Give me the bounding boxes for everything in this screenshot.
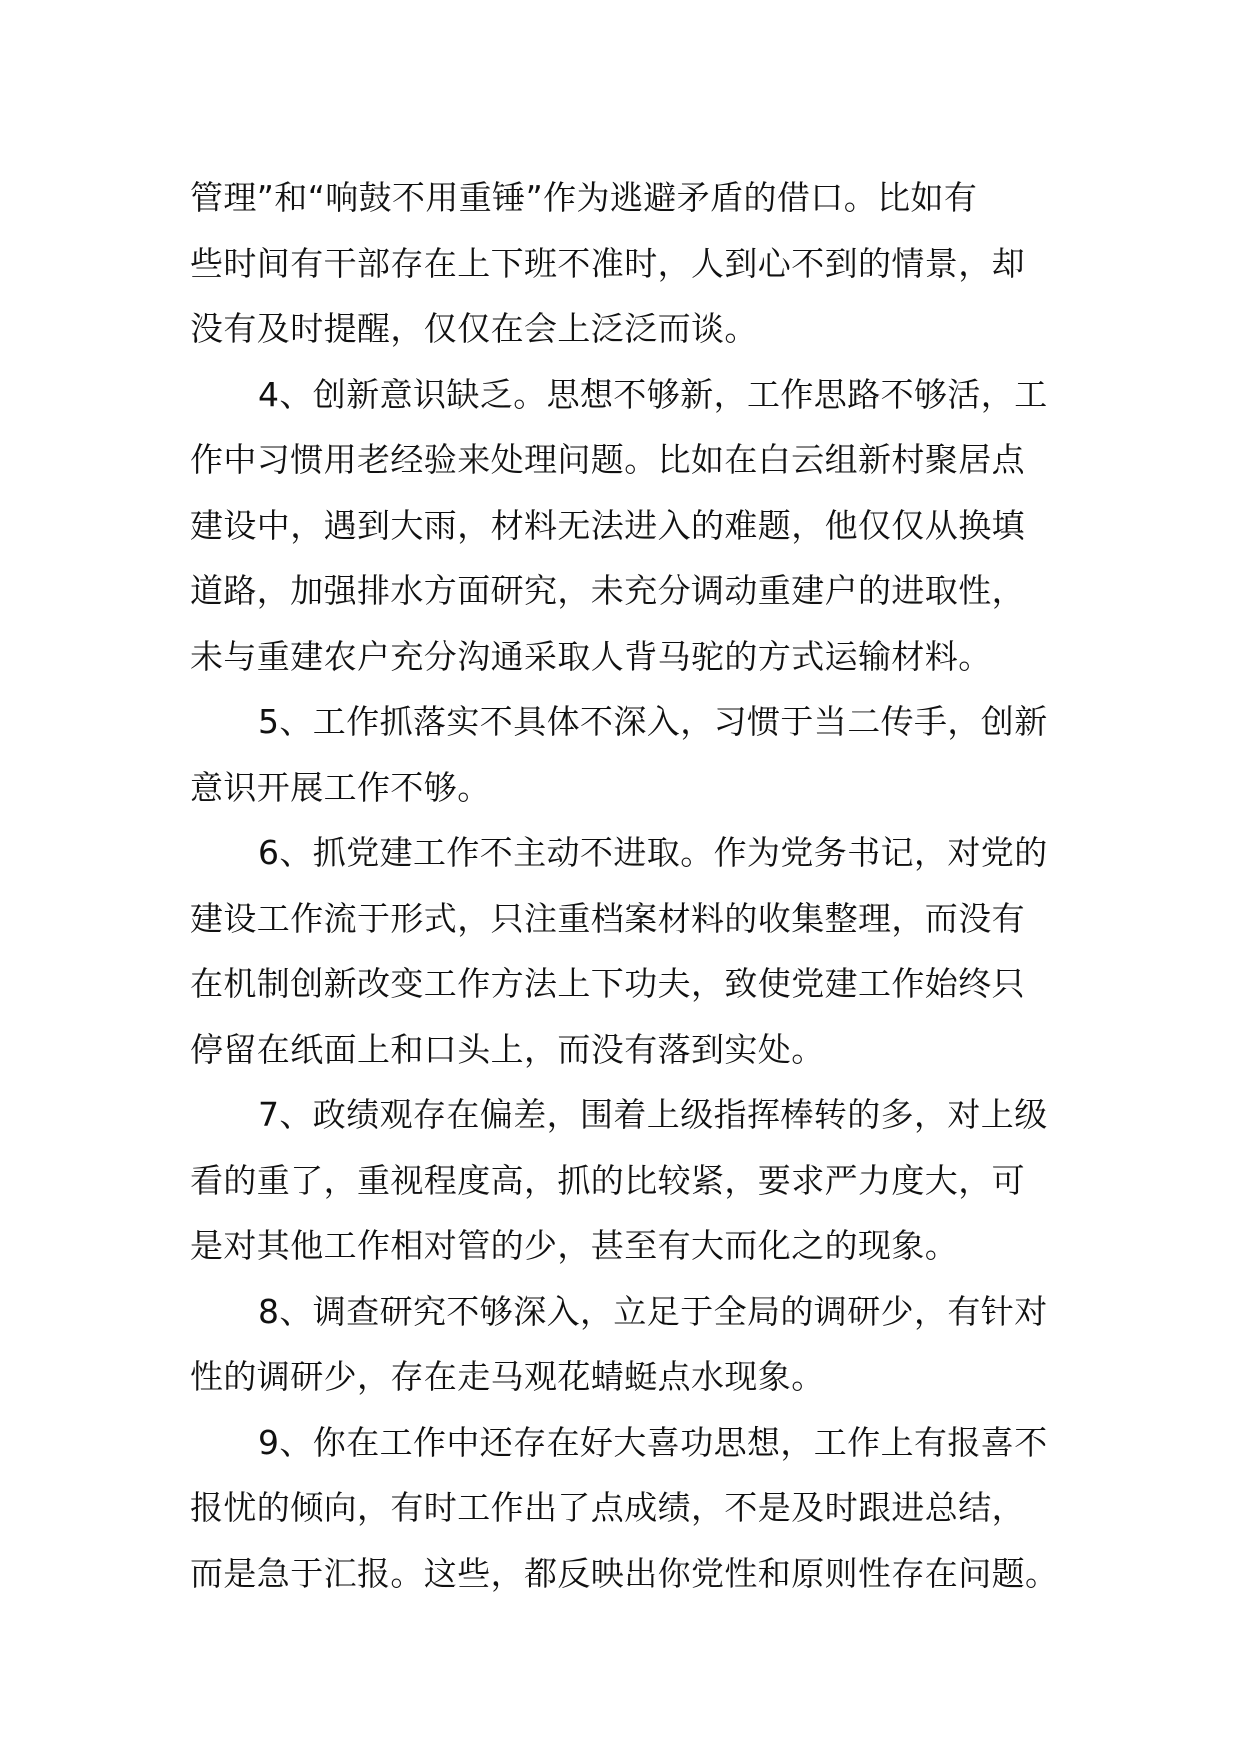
paragraph-line: 些时间有干部存在上下班不准时，人到心不到的情景，却 (190, 243, 1025, 283)
paragraph-line: 是对其他工作相对管的少，甚至有大而化之的现象。 (190, 1226, 959, 1265)
paragraph-item-8 (190, 1279, 1060, 1410)
paragraph-line: 管理”和“响鼓不用重锤”作为逃避矛盾的借口。比如有 (190, 178, 978, 217)
paragraph-line: 8、调查研究不够深入，立足于全局的调研少，有针对 (258, 1291, 1048, 1331)
paragraph-item-4 (190, 362, 1060, 690)
paragraph-line: 4、创新意识缺乏。思想不够新，工作思路不够活，工 (258, 374, 1048, 414)
paragraph-line: 7、政绩观存在偏差，围着上级指挥棒转的多，对上级 (258, 1095, 1048, 1134)
paragraph-line: 报忧的倾向，有时工作出了点成绩，不是及时跟进总结， (190, 1488, 1025, 1527)
document-body (190, 165, 1060, 1606)
paragraph-line: 性的调研少，存在走马观花蜻蜓点水现象。 (190, 1357, 825, 1396)
paragraph-line: 未与重建农户充分沟通采取人背马驼的方式运输材料。 (190, 636, 992, 676)
paragraph-line: 6、抓党建工作不主动不进取。作为党务书记，对党的 (258, 833, 1048, 872)
paragraph-line: 停留在纸面上和口头上，而没有落到实处。 (190, 1029, 825, 1069)
paragraph-line: 道路，加强排水方面研究，未充分调动重建户的进取性， (190, 571, 1025, 610)
paragraph-item-9 (190, 1410, 1060, 1607)
paragraph-line: 而是急于汇报。这些，都反映出你党性和原则性存在问题。 (190, 1553, 1059, 1593)
paragraph-line: 在机制创新改变工作方法上下功夫，致使党建工作始终只 (190, 964, 1025, 1003)
paragraph-line: 建设工作流于形式，只注重档案材料的收集整理，而没有 (190, 898, 1025, 938)
paragraph-item-6 (190, 820, 1060, 1082)
paragraph-item-7 (190, 1082, 1060, 1279)
paragraph-line: 意识开展工作不够。 (190, 767, 491, 807)
paragraph-continued (190, 165, 1060, 362)
paragraph-line: 5、工作抓落实不具体不深入，习惯于当二传手，创新 (258, 702, 1048, 741)
paragraph-line: 作中习惯用老经验来处理问题。比如在白云组新村聚居点 (190, 440, 1025, 479)
paragraph-line: 建设中，遇到大雨，材料无法进入的难题，他仅仅从换填 (190, 505, 1025, 545)
paragraph-line: 看的重了，重视程度高，抓的比较紧，要求严力度大，可 (190, 1160, 1025, 1200)
paragraph-item-5 (190, 689, 1060, 820)
paragraph-line: 没有及时提醒，仅仅在会上泛泛而谈。 (190, 309, 758, 348)
paragraph-line: 9、你在工作中还存在好大喜功思想，工作上有报喜不 (258, 1422, 1048, 1462)
